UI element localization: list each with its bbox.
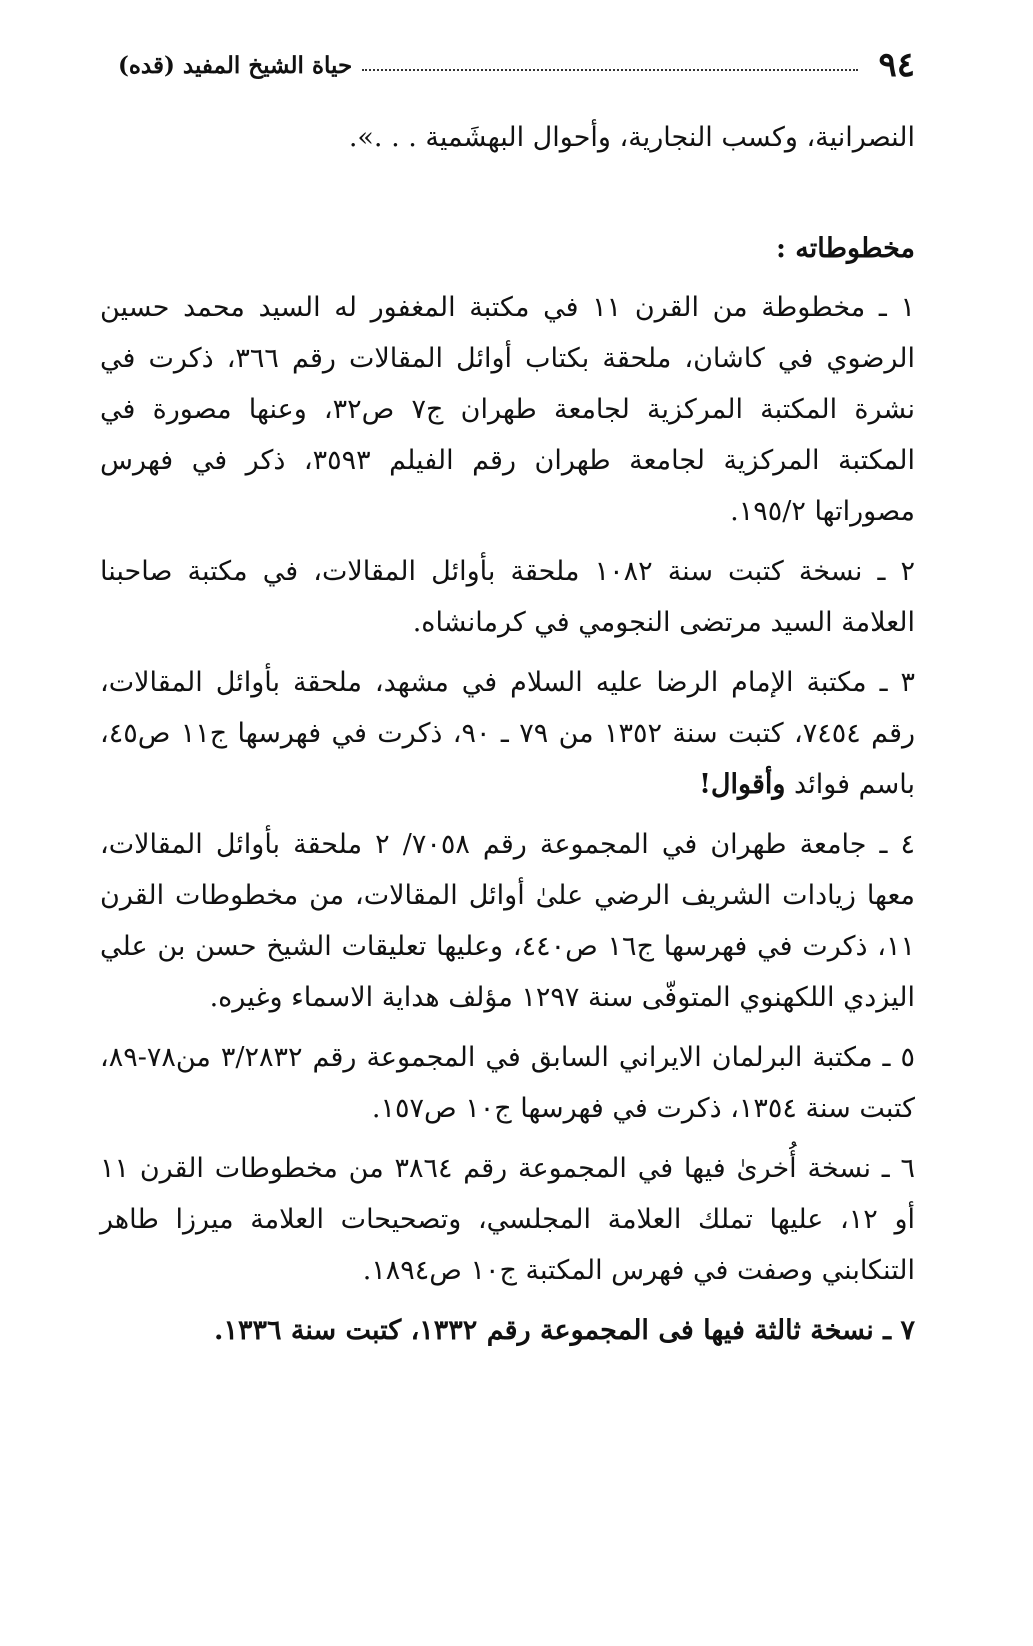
manuscript-item-5: ٥ ـ مكتبة البرلمان الايراني السابق في المجموعة رقم ٣/٢٨٣٢ من٧٨-٨٩، كتبت سنة ١٣٥٤، ذكرت في فهرسها ج١٠ ص١٥٧. [100, 1042, 915, 1124]
manuscript-item-2: ٢ ـ نسخة كتبت سنة ١٠٨٢ ملحقة بأوائل المقالات، في مكتبة صاحبنا العلامة السيد مرتضى النجومي في كرمانشاه. [100, 556, 915, 638]
running-header [118, 40, 915, 90]
manuscript-item-6: ٦ ـ نسخة أُخرىٰ فيها في المجموعة رقم ٣٨٦٤ من مخطوطات القرن ١١ أو ١٢، عليها تملك العلامة المجلسي، وتصحيحات العلامة ميرزا طاهر التنكابني وصفت في فهرس المكتبة ج١٠ ص١٨٩٤. [100, 1153, 915, 1286]
manuscript-item-7: ٧ ـ نسخة ثالثة فيها فى المجموعة رقم ١٣٣٢، كتبت سنة ١٣٣٦. [214, 1315, 915, 1346]
running-title: حياة الشيخ المفيد (قده) [118, 51, 353, 79]
page-body [100, 112, 915, 1365]
section-heading: مخطوطاته : [775, 233, 915, 264]
manuscript-item-3-bold-tail: وأقوال! [699, 769, 786, 800]
manuscript-item-3-text: ٣ ـ مكتبة الإمام الرضا عليه السلام في مشهد، ملحقة بأوائل المقالات، رقم ٧٤٥٤، كتبت سنة ١٣٥٢ من ٧٩ ـ ٩٠، ذكرت في فهرسها ج١١ ص٤٥، باسم فوائد [100, 667, 916, 800]
intro-paragraph: النصرانية، وكسب النجارية، وأحوال البهشَمية . . .». [348, 122, 915, 153]
manuscript-item-3 [100, 657, 915, 810]
page-number: ٩٤ [878, 45, 915, 85]
manuscript-item-1: ١ ـ مخطوطة من القرن ١١ في مكتبة المغفور له السيد محمد حسين الرضوي في كاشان، ملحقة بكتاب أوائل المقالات رقم ٣٦٦، ذكرت في نشرة المكتبة المركزية لجامعة طهران ج٧ ص٣٢، وعنها مصورة في المكتبة المركزية لجامعة طهران رقم الفيلم ٣٥٩٣، ذكر في فهرس مصوراتها ١٩٥/٢. [100, 292, 916, 527]
header-leader-dots [362, 69, 858, 71]
manuscript-item-4: ٤ ـ جامعة طهران في المجموعة رقم ٧٠٥٨/ ٢ ملحقة بأوائل المقالات، معها زيادات الشريف الرضي علىٰ أوائل المقالات، من مخطوطات القرن ١١، ذكرت في فهرسها ج١٦ ص٤٤٠، وعليها تعليقات الشيخ حسن بن علي اليزدي اللكهنوي المتوفّى سنة ١٢٩٧ مؤلف هداية الاسماء وغيره. [100, 829, 916, 1013]
